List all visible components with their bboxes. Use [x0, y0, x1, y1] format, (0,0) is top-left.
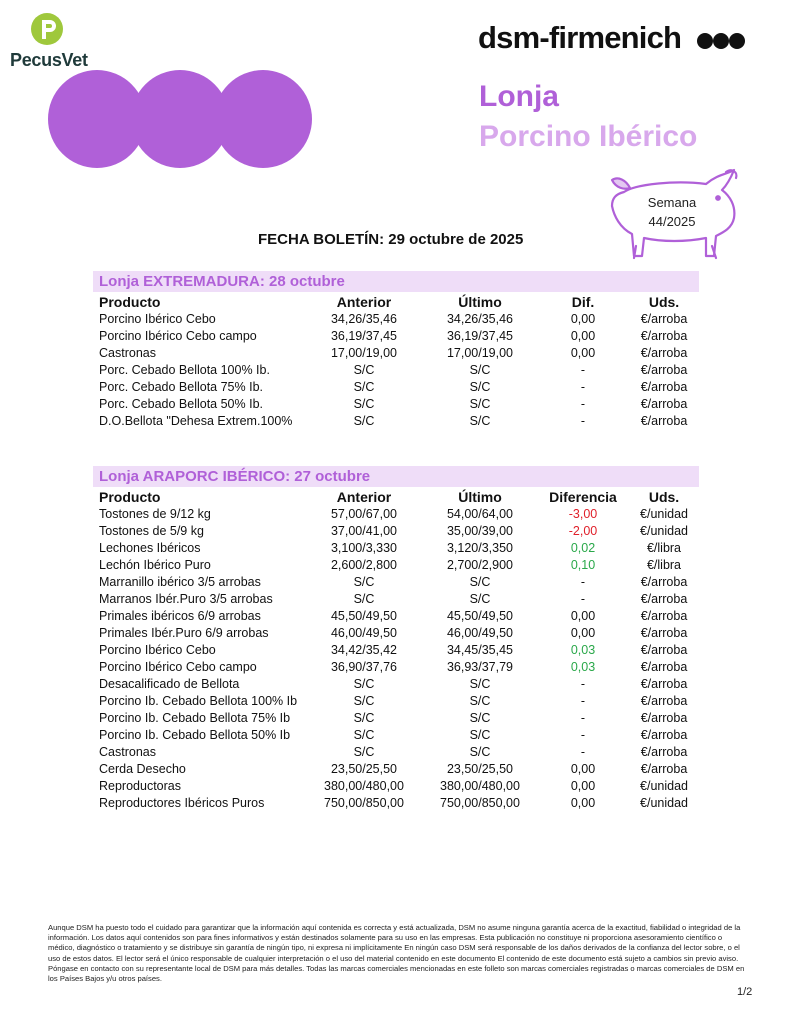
unit-cell: €/arroba — [640, 694, 688, 708]
difference-cell: - — [580, 575, 586, 589]
unit-cell: €/libra — [646, 558, 682, 572]
difference-cell: - — [580, 380, 586, 394]
product-cell: D.O.Bellota "Dehesa Extrem.100% — [99, 414, 293, 428]
decorative-circles — [48, 70, 312, 168]
latest-price-cell: 35,00/39,00 — [446, 524, 514, 538]
difference-cell: - — [580, 711, 586, 725]
previous-price-cell: 380,00/480,00 — [324, 779, 404, 793]
table-araporc — [96, 488, 700, 812]
table-row — [96, 574, 700, 591]
difference-cell: 0,00 — [570, 779, 596, 793]
difference-cell: - — [580, 745, 586, 759]
previous-price-cell: 750,00/850,00 — [324, 796, 404, 810]
table-row — [96, 345, 700, 362]
section-heading-extremadura: Lonja EXTREMADURA: 28 octubre — [93, 271, 699, 292]
table-row — [96, 557, 700, 574]
table-row — [96, 795, 700, 812]
latest-price-cell: 34,26/35,46 — [446, 312, 514, 326]
page-subtitle: Porcino Ibérico — [479, 120, 698, 153]
table-row — [96, 710, 700, 727]
previous-price-cell: 36,19/37,45 — [330, 329, 398, 343]
table-row — [96, 540, 700, 557]
product-cell: Castronas — [99, 745, 156, 759]
unit-cell: €/arroba — [640, 414, 688, 428]
product-cell: Primales ibéricos 6/9 arrobas — [99, 609, 261, 623]
table-row — [96, 523, 700, 540]
previous-price-cell: S/C — [353, 363, 375, 377]
difference-cell: 0,00 — [570, 796, 596, 810]
product-cell: Porcino Ibérico Cebo campo — [99, 660, 257, 674]
latest-price-cell: 3,120/3,350 — [446, 541, 514, 555]
difference-cell: 0,00 — [570, 626, 596, 640]
difference-cell: - — [580, 414, 586, 428]
pecusvet-p-icon — [30, 12, 64, 46]
unit-cell: €/arroba — [640, 609, 688, 623]
week-badge — [626, 193, 718, 231]
latest-price-cell: 46,00/49,50 — [446, 626, 514, 640]
product-cell: Lechones Ibéricos — [99, 541, 201, 555]
product-cell: Porc. Cebado Bellota 100% Ib. — [99, 363, 270, 377]
previous-price-cell: 34,42/35,42 — [330, 643, 398, 657]
difference-cell: 0,03 — [570, 643, 596, 657]
pecusvet-logo-text: PecusVet — [10, 50, 88, 70]
latest-price-cell: S/C — [469, 711, 491, 725]
product-cell: Porcino Ib. Cebado Bellota 50% Ib — [99, 728, 291, 742]
table-extremadura — [96, 293, 700, 430]
unit-cell: €/arroba — [640, 312, 688, 326]
unit-cell: €/arroba — [640, 329, 688, 343]
unit-cell: €/arroba — [640, 592, 688, 606]
table-row — [96, 659, 700, 676]
previous-price-cell: S/C — [353, 711, 375, 725]
latest-price-cell: S/C — [469, 380, 491, 394]
previous-price-cell: 23,50/25,50 — [330, 762, 398, 776]
product-cell: Marranos Ibér.Puro 3/5 arrobas — [99, 592, 273, 606]
unit-cell: €/arroba — [640, 346, 688, 360]
difference-cell: 0,02 — [570, 541, 596, 555]
product-cell: Primales Ibér.Puro 6/9 arrobas — [99, 626, 269, 640]
difference-cell: 0,00 — [570, 762, 596, 776]
unit-cell: €/arroba — [640, 745, 688, 759]
table-row — [96, 608, 700, 625]
previous-price-cell: 37,00/41,00 — [330, 524, 398, 538]
previous-price-cell: 46,00/49,50 — [330, 626, 398, 640]
latest-price-cell: S/C — [469, 745, 491, 759]
difference-cell: 0,00 — [570, 312, 596, 326]
latest-price-cell: 23,50/25,50 — [446, 762, 514, 776]
product-cell: Tostones de 9/12 kg — [99, 507, 211, 521]
table-header-row — [96, 488, 700, 506]
column-header: Anterior — [336, 293, 392, 310]
column-header: Anterior — [336, 488, 392, 505]
page-number: 1/2 — [737, 986, 753, 998]
previous-price-cell: S/C — [353, 414, 375, 428]
table-row — [96, 778, 700, 795]
unit-cell: €/arroba — [640, 575, 688, 589]
table-header-row — [96, 293, 700, 311]
unit-cell: €/arroba — [640, 397, 688, 411]
latest-price-cell: S/C — [469, 592, 491, 606]
product-cell: Lechón Ibérico Puro — [99, 558, 211, 572]
table-row — [96, 362, 700, 379]
latest-price-cell: 380,00/480,00 — [440, 779, 520, 793]
latest-price-cell: S/C — [469, 694, 491, 708]
product-cell: Cerda Desecho — [99, 762, 186, 776]
difference-cell: - — [580, 592, 586, 606]
product-cell: Porcino Ib. Cebado Bellota 100% Ib — [99, 694, 298, 708]
table-row — [96, 676, 700, 693]
previous-price-cell: S/C — [353, 694, 375, 708]
product-cell: Porcino Ibérico Cebo campo — [99, 329, 257, 343]
latest-price-cell: S/C — [469, 397, 491, 411]
difference-cell: 0,00 — [570, 609, 596, 623]
difference-cell: - — [580, 363, 586, 377]
latest-price-cell: S/C — [469, 363, 491, 377]
table-row — [96, 761, 700, 778]
brand-dots-icon — [697, 33, 745, 49]
unit-cell: €/libra — [646, 541, 682, 555]
previous-price-cell: S/C — [353, 575, 375, 589]
unit-cell: €/arroba — [640, 677, 688, 691]
difference-cell: - — [580, 677, 586, 691]
disclaimer-text: Aunque DSM ha puesto todo el cuidado para garantizar que la información aquí contenida es correcta y está actualizada, DSM no asume ninguna garantía acerca de la exactitud, fiabilidad o integridad de la información. Los datos aquí contenidos son para fines informativos y están destinados solamente para su uso en las empresas. Esta publicación no constituye ni proporciona asesoramiento científico o médico, diagnóstico o tratamiento y se distribuye sin garantía de ningún tipo, ni expresa ni implícitamente En ningún caso DSM será responsable de los daños derivados de la confianza del lector sobre, o el uso de estos datos. El lector será el único responsable de cualquier interpretación o el uso del material contenido en este documento El contenido de este documento está sujeto a cambios sin previo aviso. Póngase en contacto con su representante local de DSM para más detalles. Todas las marcas comerciales mencionadas en este folleto son marcas comerciales registradas o marcas comerciales de DSM en los Países Bajos y/u otros países. — [48, 923, 745, 984]
previous-price-cell: S/C — [353, 745, 375, 759]
product-cell: Marranillo ibérico 3/5 arrobas — [99, 575, 261, 589]
week-label: Semana — [647, 195, 697, 210]
column-header: Dif. — [571, 293, 595, 310]
difference-cell: 0,00 — [570, 346, 596, 360]
product-cell: Tostones de 5/9 kg — [99, 524, 204, 538]
product-cell: Reproductoras — [99, 779, 181, 793]
table-row — [96, 311, 700, 328]
unit-cell: €/arroba — [640, 380, 688, 394]
table-row — [96, 727, 700, 744]
table-row — [96, 413, 700, 430]
difference-cell: 0,00 — [570, 329, 596, 343]
table-row — [96, 328, 700, 345]
difference-cell: 0,10 — [570, 558, 596, 572]
difference-cell: -2,00 — [568, 524, 598, 538]
column-header: Diferencia — [549, 488, 617, 505]
table-row — [96, 625, 700, 642]
unit-cell: €/arroba — [640, 643, 688, 657]
product-cell: Porcino Ib. Cebado Bellota 75% Ib — [99, 711, 291, 725]
unit-cell: €/arroba — [640, 762, 688, 776]
product-cell: Reproductores Ibéricos Puros — [99, 796, 265, 810]
previous-price-cell: 57,00/67,00 — [330, 507, 398, 521]
unit-cell: €/arroba — [640, 660, 688, 674]
column-header: Uds. — [648, 293, 680, 310]
difference-cell: -3,00 — [568, 507, 598, 521]
difference-cell: - — [580, 694, 586, 708]
table-row — [96, 379, 700, 396]
product-cell: Porcino Ibérico Cebo — [99, 643, 216, 657]
unit-cell: €/unidad — [640, 779, 688, 793]
latest-price-cell: 750,00/850,00 — [440, 796, 520, 810]
product-cell: Desacalificado de Bellota — [99, 677, 240, 691]
table-row — [96, 396, 700, 413]
product-cell: Castronas — [99, 346, 156, 360]
column-header: Último — [458, 293, 502, 310]
difference-cell: 0,03 — [570, 660, 596, 674]
unit-cell: €/arroba — [640, 728, 688, 742]
week-value: 44/2025 — [648, 214, 696, 229]
previous-price-cell: S/C — [353, 592, 375, 606]
previous-price-cell: 2,600/2,800 — [330, 558, 398, 572]
column-header: Producto — [99, 488, 161, 505]
purple-circle — [214, 70, 312, 168]
latest-price-cell: 54,00/64,00 — [446, 507, 514, 521]
table-row — [96, 642, 700, 659]
previous-price-cell: S/C — [353, 397, 375, 411]
pecusvet-logo — [8, 10, 88, 70]
difference-cell: - — [580, 397, 586, 411]
unit-cell: €/unidad — [640, 796, 688, 810]
bulletin-date: FECHA BOLETÍN: 29 octubre de 2025 — [258, 231, 524, 248]
column-header: Último — [458, 488, 502, 505]
product-cell: Porc. Cebado Bellota 75% Ib. — [99, 380, 263, 394]
product-cell: Porc. Cebado Bellota 50% Ib. — [99, 397, 263, 411]
unit-cell: €/arroba — [640, 711, 688, 725]
column-header: Uds. — [648, 488, 680, 505]
previous-price-cell: 3,100/3,330 — [330, 541, 398, 555]
table-row — [96, 693, 700, 710]
table-row — [96, 506, 700, 523]
column-header: Producto — [99, 293, 161, 310]
unit-cell: €/unidad — [640, 524, 688, 538]
unit-cell: €/arroba — [640, 363, 688, 377]
previous-price-cell: 45,50/49,50 — [330, 609, 398, 623]
page-title: Lonja — [479, 80, 559, 113]
latest-price-cell: 36,93/37,79 — [446, 660, 514, 674]
table-row — [96, 591, 700, 608]
latest-price-cell: 36,19/37,45 — [446, 329, 514, 343]
previous-price-cell: 36,90/37,76 — [330, 660, 398, 674]
latest-price-cell: 34,45/35,45 — [446, 643, 514, 657]
latest-price-cell: 2,700/2,900 — [446, 558, 514, 572]
difference-cell: - — [580, 728, 586, 742]
table-row — [96, 744, 700, 761]
previous-price-cell: S/C — [353, 677, 375, 691]
previous-price-cell: S/C — [353, 728, 375, 742]
latest-price-cell: S/C — [469, 414, 491, 428]
dsm-firmenich-logo: dsm-firmenich — [478, 20, 682, 55]
latest-price-cell: 45,50/49,50 — [446, 609, 514, 623]
latest-price-cell: S/C — [469, 575, 491, 589]
product-cell: Porcino Ibérico Cebo — [99, 312, 216, 326]
unit-cell: €/unidad — [640, 507, 688, 521]
latest-price-cell: 17,00/19,00 — [446, 346, 514, 360]
previous-price-cell: 17,00/19,00 — [330, 346, 398, 360]
previous-price-cell: 34,26/35,46 — [330, 312, 398, 326]
section-heading-araporc: Lonja ARAPORC IBÉRICO: 27 octubre — [93, 466, 699, 487]
unit-cell: €/arroba — [640, 626, 688, 640]
latest-price-cell: S/C — [469, 728, 491, 742]
latest-price-cell: S/C — [469, 677, 491, 691]
previous-price-cell: S/C — [353, 380, 375, 394]
